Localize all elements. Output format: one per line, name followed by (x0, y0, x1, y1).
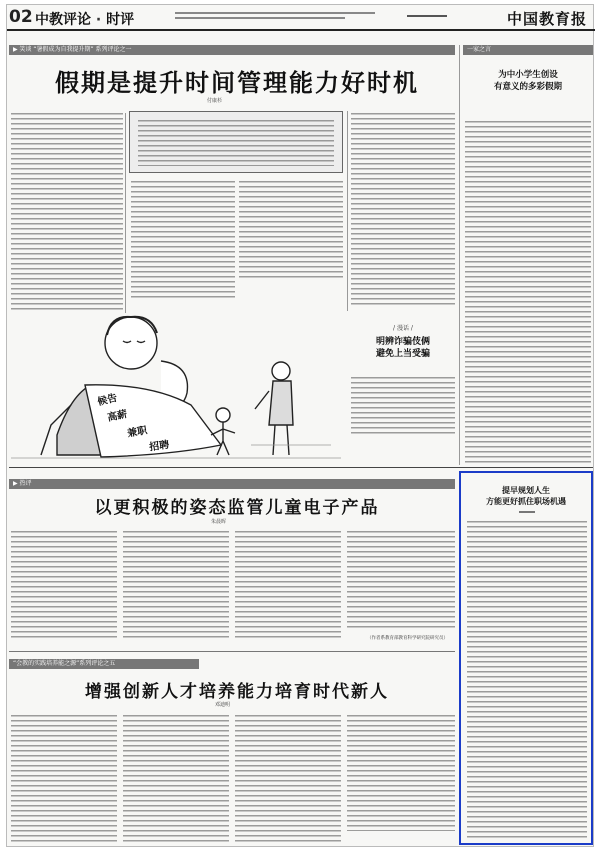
article2-column-4 (347, 531, 455, 631)
cartoon-illustration (11, 305, 341, 461)
article1-summary-box (129, 111, 343, 173)
cartoon-tag: / 漫话 / (393, 325, 413, 332)
sidebar-divider (459, 45, 460, 465)
article1-column-1 (11, 113, 123, 313)
sidebar-title: 为中小学生创设 有意义的多彩假期 (493, 70, 562, 92)
paper-logo: 中国教育报 (506, 10, 587, 28)
sidebar-body (465, 121, 591, 463)
section-rule (9, 467, 593, 468)
section-name: 中教评论 (35, 12, 91, 28)
newspaper-page (6, 4, 594, 847)
article3-column-3 (235, 715, 341, 843)
highlight-body (467, 521, 587, 839)
highlight-author (519, 511, 535, 513)
masthead (7, 5, 595, 31)
column-divider (125, 113, 126, 313)
highlighted-article[interactable] (459, 471, 593, 845)
article2-column-1 (11, 531, 117, 641)
article1-author: 付康杉 (207, 98, 223, 104)
article3-series-bar: “会教的实践培养能之源”系列评论之五 (9, 659, 199, 669)
scroll-word-2: 高薪 (106, 408, 129, 424)
cartoon-caption (351, 323, 455, 360)
article1-headline: 假期是提升时间管理能力好时机 (55, 68, 419, 97)
article2-bar: ▶ 热评 (9, 479, 455, 489)
article3-headline: 增强创新人才培养能力培育时代新人 (85, 682, 389, 702)
article2-author-note: （作者系教育部教育科学研究院研究员） (367, 636, 448, 641)
highlight-title: 提早规划人生 方能更好抓住职场机遇 (486, 485, 566, 506)
summary-text (138, 120, 334, 166)
article3-column-2 (123, 715, 229, 843)
article3-column-4 (347, 715, 455, 831)
scroll-word-4: 招聘 (148, 439, 170, 454)
sidebar-bar: 一家之言 (463, 45, 593, 55)
article1-column-3 (239, 181, 343, 281)
section-subtitle: 时评 (106, 12, 135, 28)
scroll-word-3: 兼职 (126, 425, 149, 440)
article1-column-4 (351, 113, 455, 305)
scroll-word-1: 候告 (96, 392, 119, 409)
article2-column-2 (123, 531, 229, 641)
section-rule (9, 651, 455, 652)
article1-series-bar: ▶ 笑谈 “暑假成为自我提升期” 系列评论之一 (9, 45, 455, 55)
article1-column-2 (131, 181, 235, 301)
issue-date (407, 15, 447, 17)
article3-author: 邓迪明 (215, 702, 231, 708)
article2-column-3 (235, 531, 341, 641)
masthead-credits (175, 10, 395, 19)
cartoon-drawing-icon (11, 305, 341, 461)
cartoon-title: 明辨诈骗伎俩 避免上当受骗 (375, 337, 430, 359)
cartoon-commentary (351, 377, 455, 437)
article3-column-1 (11, 715, 117, 843)
article2-author: 朱晨晖 (211, 519, 227, 525)
column-divider (347, 111, 348, 311)
page-number: 02 (9, 7, 33, 27)
section-title: 中教评论 · 时评 (35, 12, 135, 28)
article2-headline: 以更积极的姿态监管儿童电子产品 (94, 498, 380, 518)
